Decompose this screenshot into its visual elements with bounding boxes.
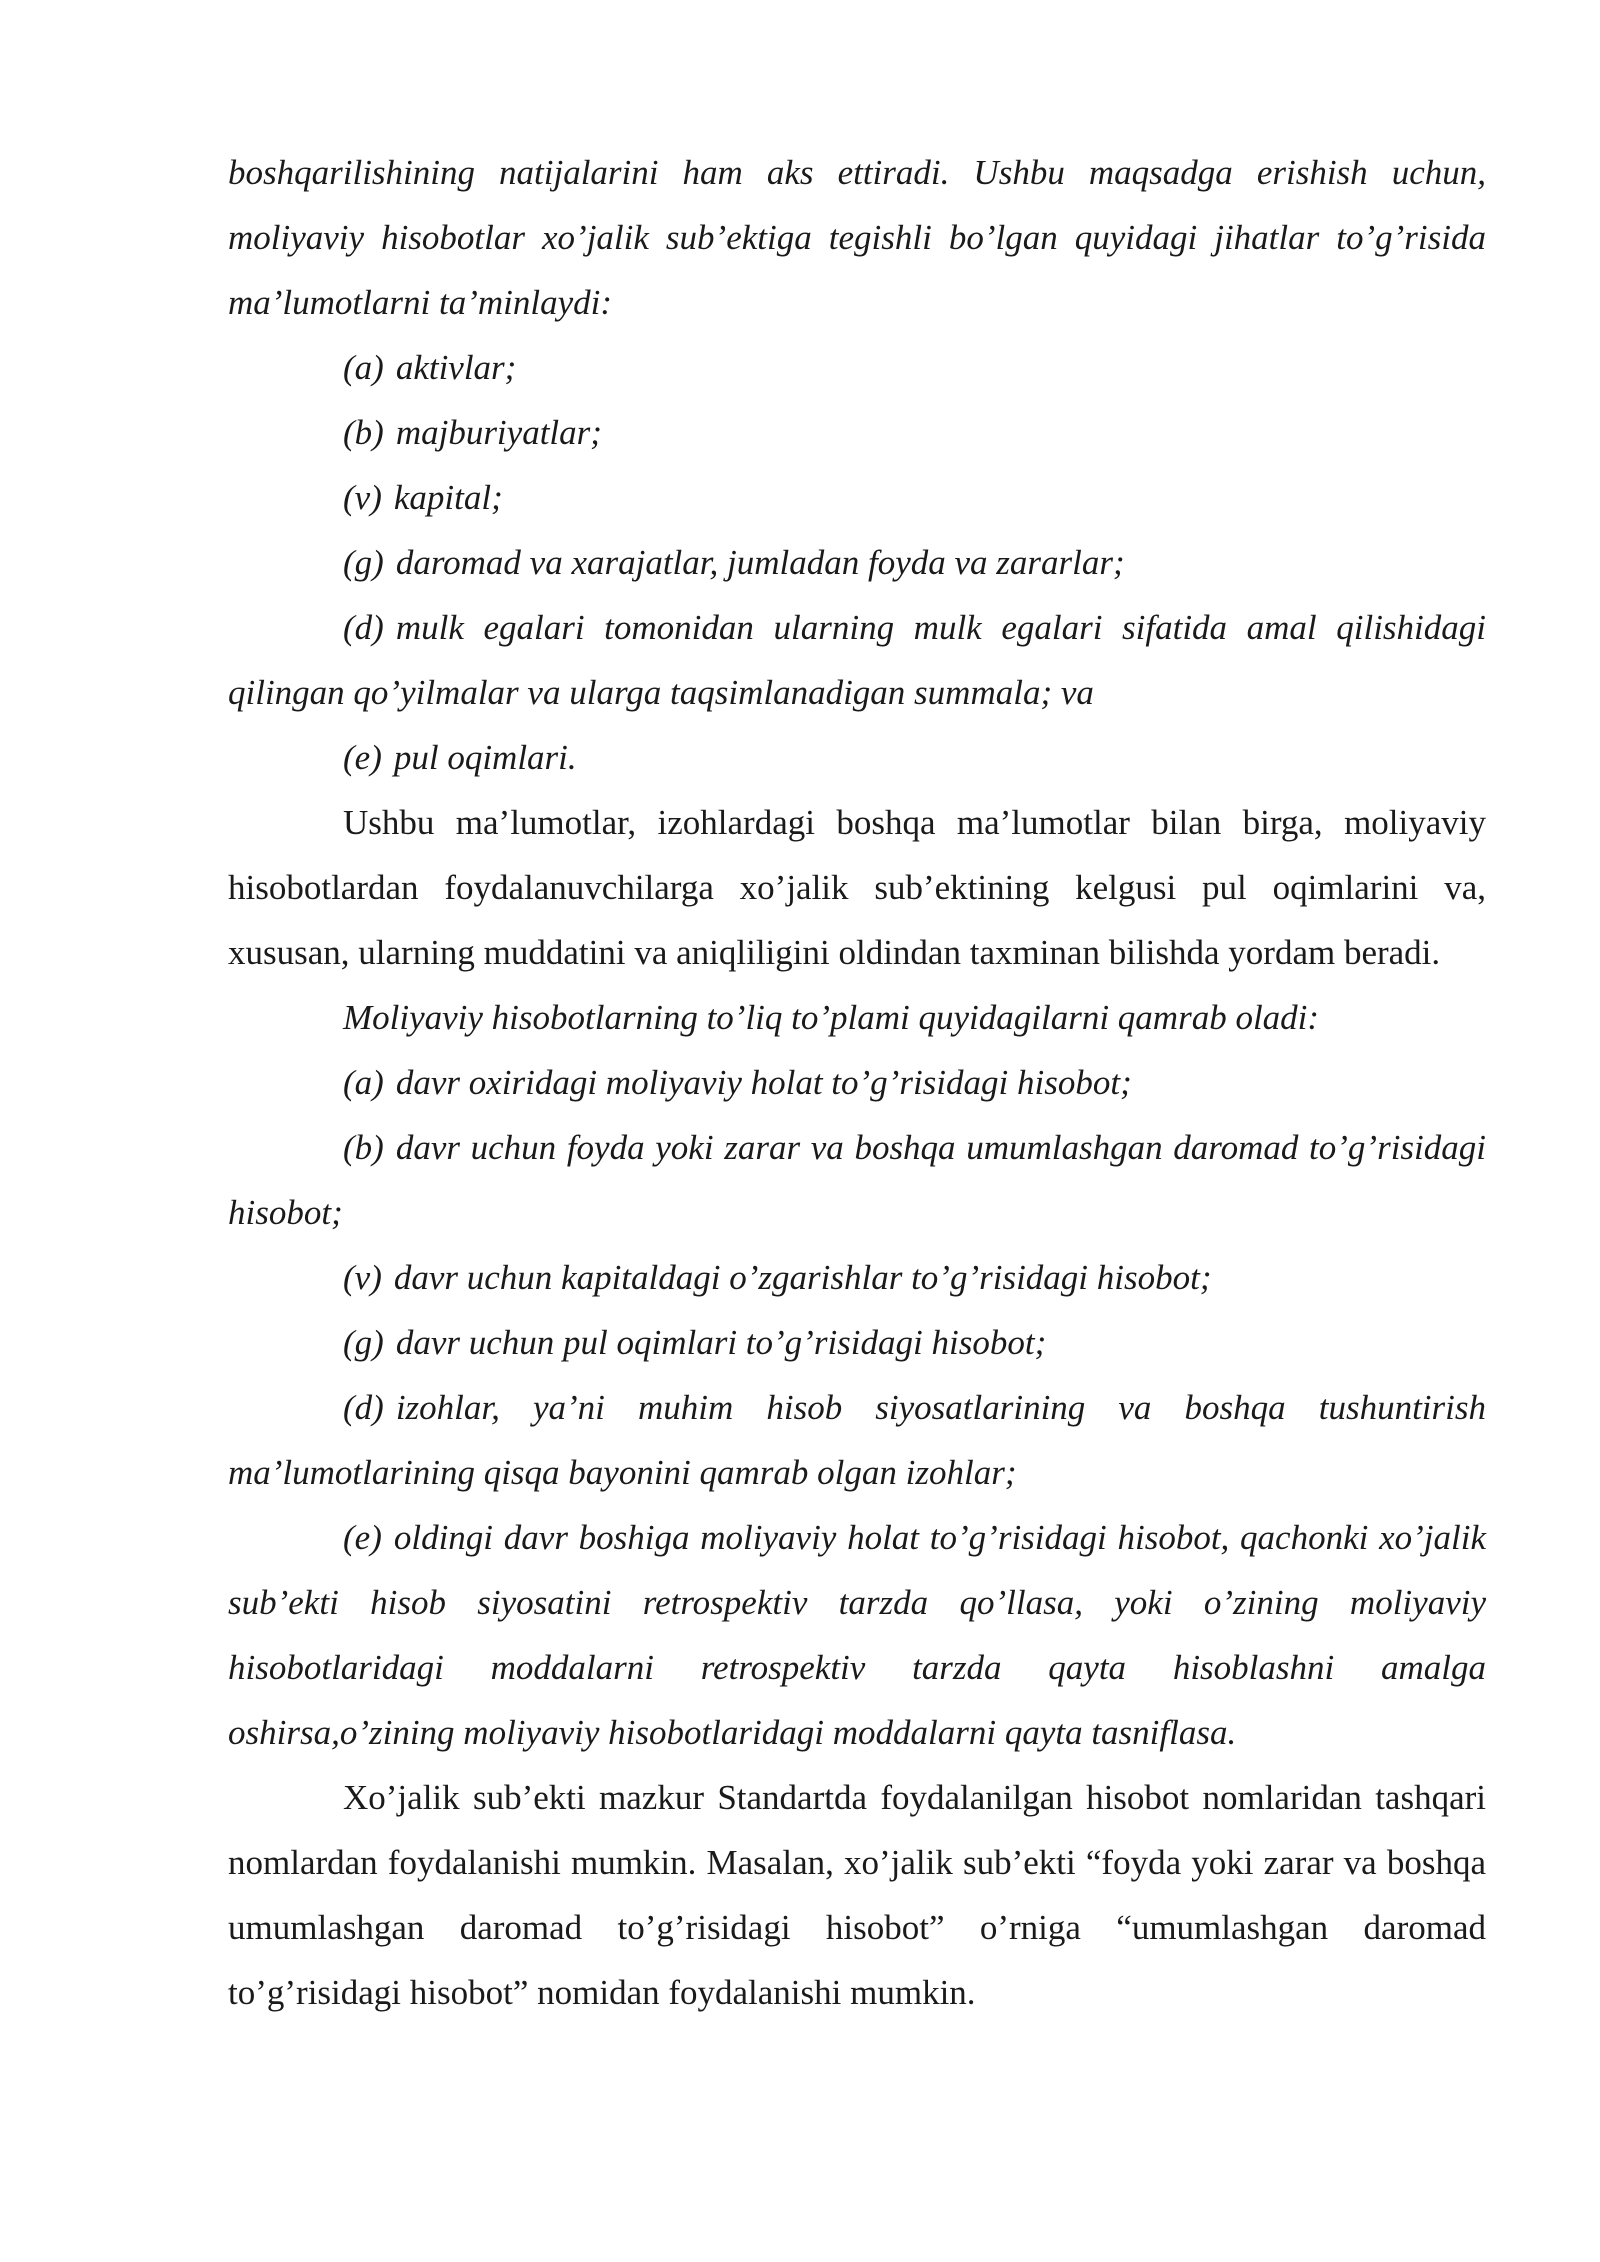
- list-marker: (v): [343, 1258, 382, 1297]
- list2-item-e: [228, 1505, 1486, 1765]
- list1-item-v: [228, 465, 1486, 530]
- list-marker: (g): [343, 1323, 384, 1362]
- list1-item-e: [228, 725, 1486, 790]
- paragraph-2: Ushbu ma’lumotlar, izohlardagi boshqa ma’lumotlar bilan birga, moliyaviy hisobotlardan foydalanuvchilarga xo’jalik sub’ektining kelgusi pul oqimlarini va, xususan, ularning muddatini va aniqliligini oldindan taxminan bilishda yordam beradi.: [228, 803, 1486, 972]
- list-text: pul oqimlari.: [393, 738, 577, 777]
- list1-item-a: [228, 335, 1486, 400]
- list-marker: (e): [343, 1518, 382, 1557]
- list-text: mulk egalari tomonidan ularning mulk egalari sifatida amal qilishidagi qilingan qo’yilmalar va ularga taqsimlanadigan summala; va: [228, 608, 1486, 712]
- list-text: davr uchun kapitaldagi o’zgarishlar to’g’risidagi hisobot;: [393, 1258, 1212, 1297]
- list1-item-g: [228, 530, 1486, 595]
- list-text: majburiyatlar;: [395, 413, 602, 452]
- list2-item-v: [228, 1245, 1486, 1310]
- list-marker: (a): [343, 1063, 384, 1102]
- list-marker: (d): [343, 608, 384, 647]
- list2-item-b: [228, 1115, 1486, 1245]
- list-marker: (b): [343, 413, 384, 452]
- list2-item-a: [228, 1050, 1486, 1115]
- document-page: [228, 140, 1486, 2025]
- list-marker: (d): [343, 1388, 384, 1427]
- list-text: izohlar, ya’ni muhim hisob siyosatlarining va boshqa tushuntirish ma’lumotlarining qisqa bayonini qamrab olgan izohlar;: [228, 1388, 1486, 1492]
- list-marker: (v): [343, 478, 382, 517]
- list2-item-g: [228, 1310, 1486, 1375]
- list1-item-b: [228, 400, 1486, 465]
- intro-paragraph: boshqarilishining natijalarini ham aks ettiradi. Ushbu maqsadga erishish uchun, moliyaviy hisobotlar xo’jalik sub’ektiga tegishli bo’lgan quyidagi jihatlar to’g’risida ma’lumotlarni ta’minlaydi:: [228, 153, 1486, 322]
- list-marker: (a): [343, 348, 384, 387]
- list-marker: (b): [343, 1128, 384, 1167]
- list-marker: (g): [343, 543, 384, 582]
- list-text: oldingi davr boshiga moliyaviy holat to’g’risidagi hisobot, qachonki xo’jalik sub’ekti hisob siyosatini retrospektiv tarzda qo’llasa, yoki o’zining moliyaviy hisobotlaridagi moddalarni retrospektiv tarzda qayta hisoblashni amalga oshirsa,o’zining moliyaviy hisobotlaridagi moddalarni qayta tasniflasa.: [228, 1518, 1486, 1752]
- list-text: kapital;: [393, 478, 503, 517]
- list-text: davr uchun pul oqimlari to’g’risidagi hisobot;: [395, 1323, 1047, 1362]
- list-marker: (e): [343, 738, 382, 777]
- list-text: daromad va xarajatlar, jumladan foyda va zararlar;: [395, 543, 1125, 582]
- paragraph-3: Moliyaviy hisobotlarning to’liq to’plami quyidagilarni qamrab oladi:: [343, 998, 1320, 1037]
- paragraph-4: Xo’jalik sub’ekti mazkur Standartda foydalanilgan hisobot nomlaridan tashqari nomlardan foydalanishi mumkin. Masalan, xo’jalik sub’ekti “foyda yoki zarar va boshqa umumlashgan daromad to’g’risidagi hisobot” o’rniga “umumlashgan daromad to’g’risidagi hisobot” nomidan foydalanishi mumkin.: [228, 1778, 1486, 2012]
- list1-item-d: [228, 595, 1486, 725]
- list-text: aktivlar;: [395, 348, 517, 387]
- list-text: davr uchun foyda yoki zarar va boshqa umumlashgan daromad to’g’risidagi hisobot;: [228, 1128, 1486, 1232]
- list2-item-d: [228, 1375, 1486, 1505]
- list-text: davr oxiridagi moliyaviy holat to’g’risidagi hisobot;: [395, 1063, 1132, 1102]
